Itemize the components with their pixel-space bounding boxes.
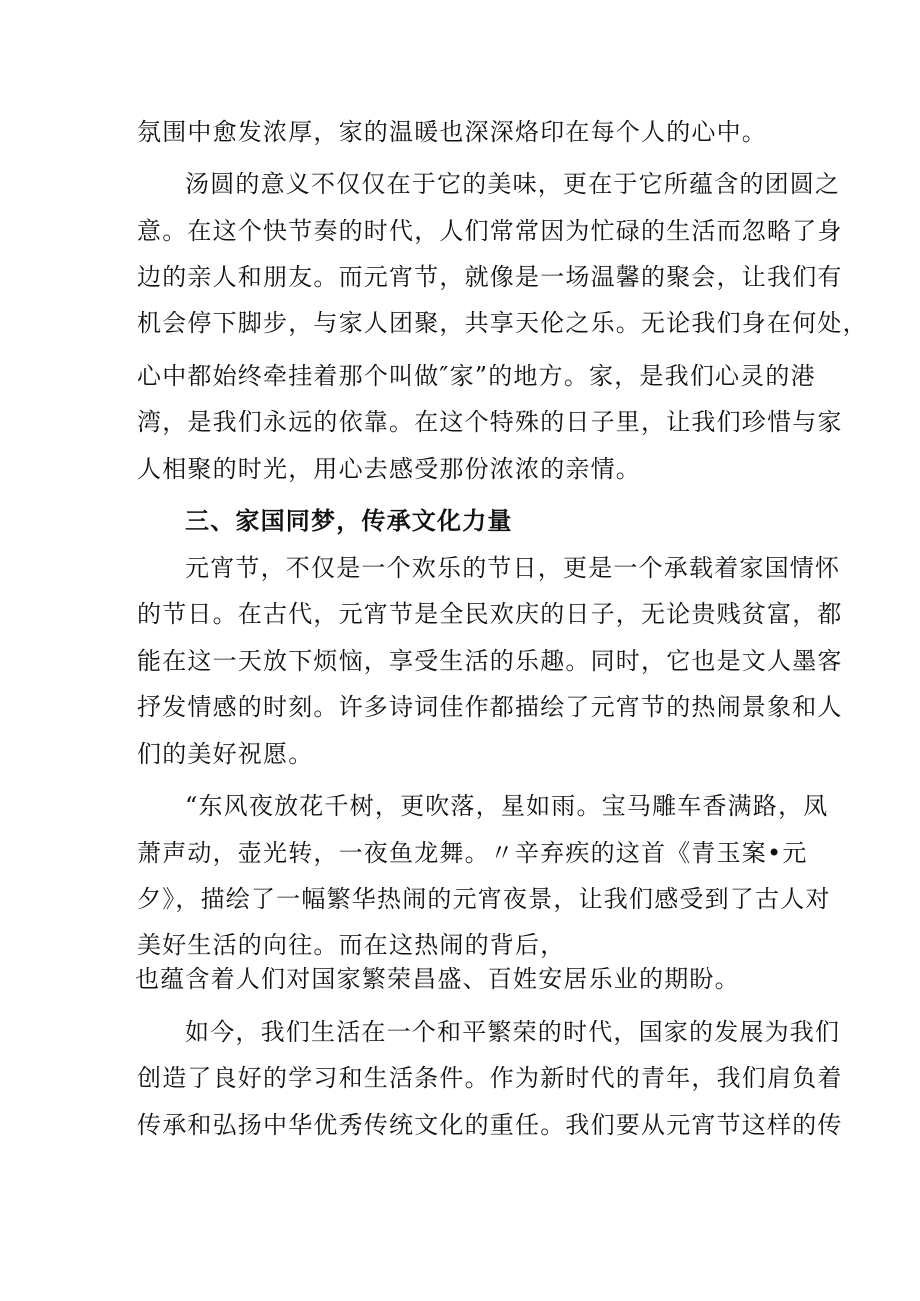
body-line: 意。在这个快节奏的时代，人们常常因为忙碌的生活而忽略了身 [137,217,843,245]
body-line: 氛围中愈发浓厚，家的温暖也深深烙印在每个人的心中。 [137,118,767,146]
body-line: 湾，是我们永远的依靠。在这个特殊的日子里，让我们珍惜与家 [137,408,843,436]
body-line: 萧声动，壶光转，一夜鱼龙舞。〃辛弃疾的这首《青玉案•元 [137,839,808,867]
body-line: 的节日。在古代，元宵节是全民欢庆的日子，无论贵贱贫富，都 [137,600,843,628]
body-line: 人相聚的时光，用心去感受那份浓浓的亲情。 [137,455,641,483]
body-line: 传承和弘扬中华优秀传统文化的重任。我们要从元宵节这样的传 [137,1111,843,1139]
section-heading: 三、家国同梦，传承文化力量 [185,507,513,535]
quote-first-line: “东风夜放花千树，更吹落，星如雨。宝马雕车香满路，凤 [185,792,829,820]
paragraph-first-line: 汤圆的意义不仅仅在于它的美味，更在于它所蕴含的团圆之 [185,170,841,198]
body-line: 也蕴含着人们对国家繁荣昌盛、百姓安居乐业的期盼。 [135,965,740,993]
paragraph-first-line: 如今，我们生活在一个和平繁荣的时代，国家的发展为我们 [185,1018,841,1046]
paragraph-first-line: 元宵节，不仅是一个欢乐的节日，更是一个承载着家国情怀 [185,554,841,582]
body-line: 边的亲人和朋友。而元宵节，就像是一场温馨的聚会，让我们有 [137,263,843,291]
body-line: 创造了良好的学习和生活条件。作为新时代的青年，我们肩负着 [137,1064,843,1092]
body-line: 心中都始终牵挂着那个叫做″家”的地方。家，是我们心灵的港 [137,362,816,390]
body-line: 机会停下脚步，与家人团聚，共享天伦之乐。无论我们身在何处， [137,309,868,337]
body-line: 们的美好祝愿。 [137,740,314,768]
body-line: 美好生活的向往。而在这热闹的背后， [137,931,566,959]
body-line: 抒发情感的时刻。许多诗词佳作都描绘了元宵节的热闹景象和人 [137,693,843,721]
body-line: 夕》，描绘了一幅繁华热闹的元宵夜景，让我们感受到了古人对 [137,885,831,913]
body-line: 能在这一天放下烦恼，享受生活的乐趣。同时，它也是文人墨客 [137,647,843,675]
